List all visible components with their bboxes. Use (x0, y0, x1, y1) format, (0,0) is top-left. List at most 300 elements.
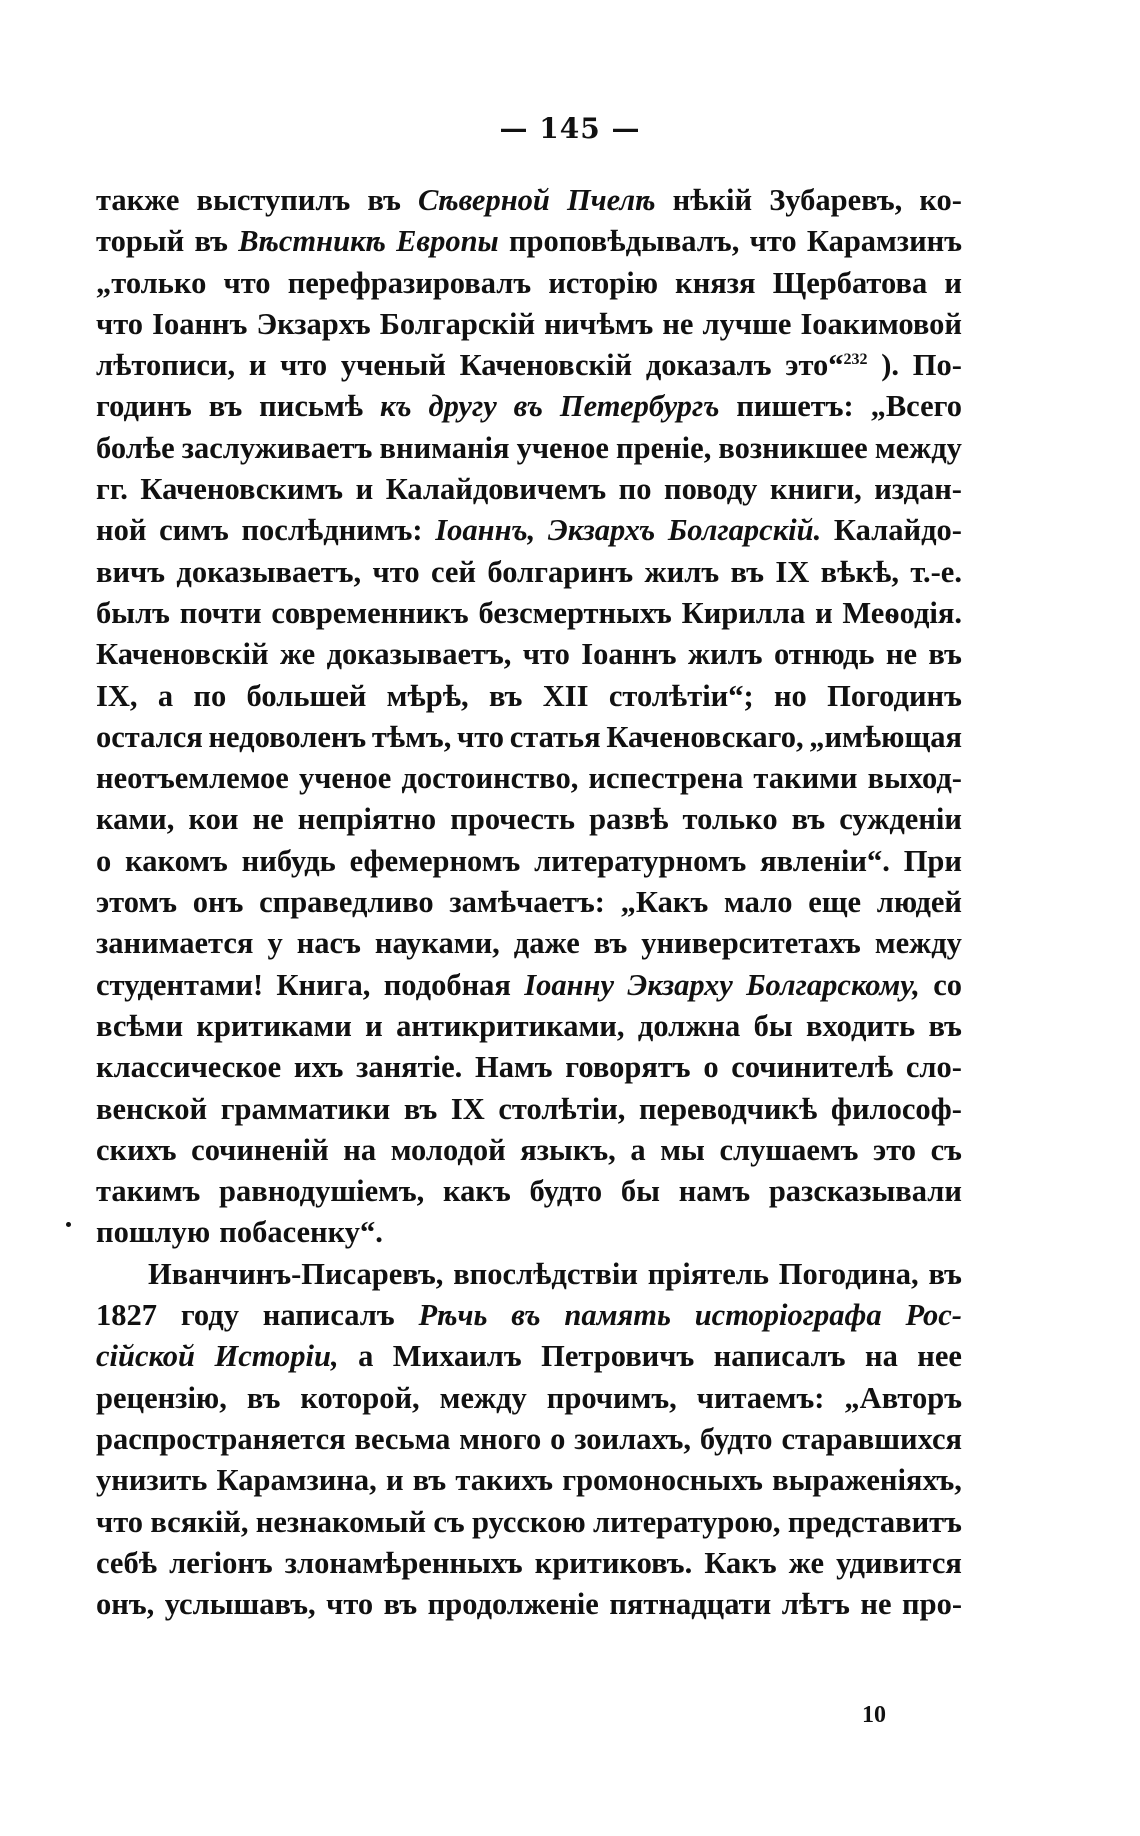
word: сей (430, 554, 476, 589)
word: ученое (516, 430, 609, 465)
word: „Авторъ (844, 1380, 962, 1415)
word: унизить (96, 1463, 208, 1498)
text-line (96, 1130, 962, 1171)
word: ками, (96, 802, 175, 837)
text-line (96, 593, 962, 634)
word: также (96, 183, 180, 217)
word: литературою, (592, 1504, 781, 1539)
word: пріятель (647, 1256, 769, 1291)
word: всѣми (96, 1008, 184, 1043)
word: на (343, 1132, 377, 1167)
word: нее (917, 1339, 962, 1374)
word: бы (753, 1008, 793, 1043)
word: съ (433, 1504, 465, 1539)
word: слушаемъ (719, 1132, 859, 1167)
word: мѣрѣ, (386, 678, 469, 713)
word: перефразировалъ (287, 265, 532, 300)
word: Каченовскимъ (140, 472, 344, 507)
word: жилъ (644, 554, 720, 589)
word: еще (808, 885, 862, 920)
word: у (267, 926, 283, 961)
text-line (96, 882, 962, 923)
word: венской (96, 1091, 208, 1126)
word: переводчикѣ (638, 1091, 818, 1126)
word: по (193, 678, 227, 713)
word: университетахъ (641, 926, 861, 961)
word: много (459, 1421, 542, 1456)
word: IX (775, 554, 810, 589)
word: насъ (296, 926, 361, 961)
text-line (96, 1089, 962, 1130)
text-line (96, 1419, 962, 1460)
word: классическое (96, 1050, 282, 1085)
word: между (874, 926, 962, 961)
word: такимъ (96, 1174, 201, 1209)
word: подобная (383, 967, 511, 1002)
word: Погодинъ (827, 678, 962, 713)
word: XII (542, 678, 589, 713)
text-line (96, 965, 962, 1006)
text-line (96, 180, 962, 221)
word: Щербатова (772, 265, 928, 300)
word: входить (806, 1008, 916, 1043)
word: написалъ (713, 1339, 846, 1374)
word: что (326, 1587, 374, 1622)
word: Петровичъ (541, 1339, 695, 1374)
text-line (96, 758, 962, 799)
word: лѣтописи, (96, 348, 236, 383)
word: выступилъ (196, 183, 351, 217)
word: письмѣ (259, 389, 364, 424)
word: столѣтіи“; (608, 678, 754, 713)
text-line (96, 1295, 962, 1336)
italic-word: Рѣчь (418, 1298, 488, 1333)
word: всякій, (150, 1504, 249, 1539)
word: Какъ (704, 1545, 777, 1580)
word: Книга, (276, 967, 371, 1002)
word: Михаилъ (392, 1339, 522, 1374)
text-line (96, 428, 962, 469)
word: „Всего (870, 389, 962, 424)
word: Іоакимовой (800, 306, 962, 341)
word: въ (403, 1091, 438, 1126)
word: продолженіе (427, 1587, 599, 1622)
word: говорятъ (565, 1050, 691, 1085)
word: въ (367, 183, 401, 217)
word: ). (881, 348, 900, 383)
text-line (96, 1460, 962, 1501)
word: лучше (702, 306, 792, 341)
word: явленіи“. (760, 843, 890, 878)
word: и (248, 348, 267, 383)
footnote-ref: 232 (843, 351, 868, 369)
word: Каченовскаго, (606, 719, 804, 754)
word: злонамѣренныхъ (284, 1545, 523, 1580)
word: критиками (196, 1008, 352, 1043)
word: пишетъ: (736, 389, 854, 424)
italic-word: въ (513, 389, 543, 424)
word: не (885, 637, 918, 672)
italic-word: Экзархъ (547, 513, 656, 548)
word: въ (194, 224, 228, 259)
word: написалъ (262, 1298, 395, 1333)
word: замѣчаетъ: (449, 885, 605, 920)
word: занимается (96, 926, 254, 961)
word: занятіе. (356, 1050, 463, 1085)
word: болѣе (96, 430, 175, 465)
word: философ- (830, 1091, 962, 1126)
italic-word: Пчелѣ (566, 183, 656, 217)
word: въ (730, 554, 765, 589)
body-text (96, 180, 962, 1625)
text-line (96, 717, 962, 758)
word: онъ, (96, 1587, 155, 1622)
word: удивится (836, 1545, 962, 1580)
word: о (550, 1421, 566, 1456)
word: жилъ (687, 637, 763, 672)
word: симъ (159, 513, 229, 548)
word: достоинство, (401, 761, 579, 796)
word: Погодина, (778, 1256, 919, 1291)
word: незнакомый (255, 1504, 426, 1539)
word: издан- (874, 472, 962, 507)
text-line (96, 841, 962, 882)
word: пятнадцати (609, 1587, 772, 1622)
italic-word: Европы (396, 224, 499, 259)
word: IX (450, 1091, 485, 1126)
word: ко- (919, 183, 962, 217)
word: что (372, 554, 420, 589)
word: вниманія (379, 430, 510, 465)
word: „имѣющая (809, 719, 962, 754)
word: въ (383, 1587, 418, 1622)
word: IX, (96, 678, 138, 713)
word: сло- (905, 1050, 962, 1085)
word: Каченовскій (96, 637, 269, 672)
word: преніе, (616, 430, 712, 465)
word: же (788, 1545, 825, 1580)
word: а (630, 1132, 646, 1167)
word: вичъ (96, 554, 166, 589)
word: Кирилла (681, 595, 806, 630)
word: статья (509, 719, 601, 754)
word: ефемерномъ (349, 843, 521, 878)
word: что (749, 224, 797, 259)
word: въ (208, 389, 243, 424)
word: даже (513, 926, 580, 961)
word: читаемъ: (696, 1380, 825, 1415)
word: книги, (769, 472, 862, 507)
text-line (96, 345, 962, 386)
italic-word: Сѣверной (417, 183, 550, 217)
word: не (860, 1587, 892, 1622)
word: и (944, 265, 962, 300)
italic-word: другу (428, 389, 497, 424)
word: безсмертныхъ (478, 595, 672, 630)
word: 1827 (96, 1298, 157, 1333)
word: доказалъ (645, 348, 772, 383)
word: весьма (354, 1421, 451, 1456)
word: грамматики (220, 1091, 391, 1126)
word: остался (96, 719, 203, 754)
word: же (279, 637, 316, 672)
word: такими (753, 761, 858, 796)
italic-word: Исторіи, (214, 1339, 339, 1374)
word: услышавъ, (164, 1587, 316, 1622)
word: какомъ (125, 843, 228, 878)
word: недоволенъ (208, 719, 367, 754)
word: большей (246, 678, 367, 713)
word: столѣтіи, (498, 1091, 626, 1126)
word: тѣмъ, (371, 719, 452, 754)
word: лѣтъ (781, 1587, 850, 1622)
word: что (96, 1504, 144, 1539)
text-line (96, 1336, 962, 1377)
italic-word: Экзарху (627, 967, 733, 1002)
word: побасенку“. (219, 1215, 383, 1250)
text-line (96, 469, 962, 510)
text-line (96, 1047, 962, 1088)
word: нибудь (241, 843, 336, 878)
word: гг. (96, 472, 128, 507)
text-line (96, 1502, 962, 1543)
word: разсказывали (768, 1174, 962, 1209)
word: легіонъ (169, 1545, 273, 1580)
word: что (223, 265, 271, 300)
word: будто (699, 1421, 773, 1456)
word: и (365, 1008, 383, 1043)
word: выход- (867, 761, 962, 796)
text-line (96, 1584, 962, 1625)
word: непріятно (297, 802, 437, 837)
word: „Какъ (620, 885, 709, 920)
word: съ (930, 1132, 962, 1167)
word: молодой (390, 1132, 506, 1167)
word: намъ (678, 1174, 751, 1209)
italic-word: Іоанну (524, 967, 615, 1002)
italic-word: Петербургъ (559, 389, 720, 424)
word: не (662, 306, 694, 341)
italic-word: Болгарскому, (746, 967, 920, 1002)
italic-word: Іоаннъ, (435, 513, 536, 548)
word: онъ (192, 885, 244, 920)
word: будто (529, 1174, 603, 1209)
word: доказываетъ, (326, 637, 512, 672)
word: ученый (340, 348, 446, 383)
word: на (865, 1339, 898, 1374)
word: почти (179, 595, 262, 630)
word: только (682, 802, 778, 837)
word: о (703, 1050, 719, 1085)
word: Іоаннъ (581, 637, 677, 672)
word: князя (675, 265, 756, 300)
word: исторію (548, 265, 658, 300)
word: какъ (443, 1174, 511, 1209)
word: со (933, 967, 962, 1002)
text-line (96, 676, 962, 717)
word: Калайдовичемъ (385, 472, 607, 507)
text-line (96, 1171, 962, 1212)
word: возникшее (718, 430, 868, 465)
word: неотъемлемое (96, 761, 289, 796)
word: Карамзинъ (806, 224, 962, 259)
word: которой, (300, 1380, 420, 1415)
word: что (96, 306, 144, 341)
word: рецензію, (96, 1380, 227, 1415)
word: въ (791, 802, 826, 837)
word: по (618, 472, 652, 507)
word: о (96, 843, 112, 878)
word: въ (928, 637, 962, 672)
word: нѣкій (672, 183, 753, 217)
word: а (358, 1339, 374, 1374)
word: Болгарскій (379, 306, 536, 341)
word: науками, (374, 926, 500, 961)
italic-word: въ (511, 1298, 541, 1333)
word: т.-е. (910, 554, 962, 589)
word: кои (188, 802, 239, 837)
word: современникъ (271, 595, 469, 630)
text-line (96, 923, 962, 964)
word: а (157, 678, 174, 713)
italic-word: память (564, 1298, 671, 1333)
italic-word: Рос- (905, 1298, 962, 1333)
text-line (96, 510, 962, 551)
word: „только (96, 265, 207, 300)
word: между (439, 1380, 527, 1415)
italic-word: сійской (96, 1339, 196, 1374)
italic-word: къ (379, 389, 412, 424)
word: справедливо (259, 885, 434, 920)
word: доказываетъ, (176, 554, 362, 589)
word: про- (902, 1587, 962, 1622)
word: людей (876, 885, 962, 920)
word: въ (246, 1380, 281, 1415)
word: годинъ (96, 389, 192, 424)
word: такихъ (455, 1463, 554, 1498)
word: году (180, 1298, 239, 1333)
text-line (96, 552, 962, 593)
word: выраженіяхъ, (772, 1463, 962, 1498)
word: ничѣмъ (544, 306, 654, 341)
word: скихъ (96, 1132, 177, 1167)
italic-word: Вѣстникѣ (238, 224, 386, 259)
word: послѣднимъ: (241, 513, 423, 548)
word: ихъ (293, 1050, 344, 1085)
word: зоилахъ, (574, 1421, 691, 1456)
word: распространяется (96, 1421, 346, 1456)
word: между (874, 430, 962, 465)
word: отнюдь (773, 637, 875, 672)
word: Намъ (475, 1050, 553, 1085)
word: сочинителѣ (731, 1050, 894, 1085)
word: ной (96, 513, 147, 548)
word: Карамзина, (216, 1463, 377, 1498)
word: прочесть (450, 802, 576, 837)
word: пошлую (96, 1215, 211, 1250)
word: русскою (471, 1504, 586, 1539)
word: себѣ (96, 1545, 157, 1580)
page-number: — 145 — (499, 112, 641, 145)
word: въ (593, 926, 628, 961)
word: что (522, 637, 570, 672)
word: болгаринъ (487, 554, 634, 589)
text-line (96, 634, 962, 675)
word: испестрена (588, 761, 744, 796)
text-line (96, 1006, 962, 1047)
word: это (873, 1132, 917, 1167)
italic-word: Болгарскій. (667, 513, 822, 548)
word: Зубаревъ, (769, 183, 903, 217)
text-line (96, 1543, 962, 1584)
word: развѣ (589, 802, 669, 837)
word: заслуживаетъ (181, 430, 373, 465)
text-line (96, 1212, 962, 1253)
word: прочимъ, (546, 1380, 677, 1415)
italic-word: исторіографа (694, 1298, 882, 1333)
word: этомъ (96, 885, 177, 920)
word: и (355, 472, 374, 507)
word: сужденіи (839, 802, 962, 837)
word: проповѣдывалъ, (508, 224, 740, 259)
word: критиковъ. (534, 1545, 693, 1580)
word: должна (637, 1008, 741, 1043)
word: торый (96, 224, 185, 259)
word: Калайдо- (833, 513, 962, 548)
word: поводу (664, 472, 758, 507)
word: По- (912, 348, 962, 383)
text-line (96, 1378, 962, 1419)
signature-mark: 10 (862, 1702, 886, 1728)
margin-mark (66, 1222, 71, 1227)
word: но (773, 678, 807, 713)
word: Каченовскій (459, 348, 633, 383)
word: не (252, 802, 284, 837)
word: впослѣдствіи (453, 1256, 638, 1291)
word: и (815, 595, 833, 630)
text-line (96, 304, 962, 345)
text-line (96, 799, 962, 840)
word: громоносныхъ (562, 1463, 763, 1498)
word: мы (660, 1132, 705, 1167)
word: бы (620, 1174, 660, 1209)
text-line (96, 386, 962, 427)
text-line (96, 263, 962, 304)
word: При (903, 843, 962, 878)
word: ученое (298, 761, 392, 796)
word: вѣкѣ, (820, 554, 899, 589)
word: это“$^{232}$ (785, 348, 868, 383)
word: мало (724, 885, 793, 920)
text-line (96, 1254, 962, 1295)
word: въ (928, 1256, 962, 1291)
word: въ (412, 1463, 447, 1498)
word: литературномъ (534, 843, 747, 878)
text-line (96, 221, 962, 262)
word: что (280, 348, 328, 383)
word: антикритиками, (396, 1008, 625, 1043)
word: Іоаннъ (152, 306, 248, 341)
word: Экзархъ (256, 306, 371, 341)
word: Иванчинъ-Писаревъ, (148, 1256, 444, 1291)
word: въ (488, 678, 523, 713)
word: въ (928, 1008, 962, 1043)
word: былъ (96, 595, 170, 630)
word: представитъ (787, 1504, 962, 1539)
word: сочиненій (191, 1132, 329, 1167)
word: языкъ, (520, 1132, 616, 1167)
word: и (385, 1463, 404, 1498)
